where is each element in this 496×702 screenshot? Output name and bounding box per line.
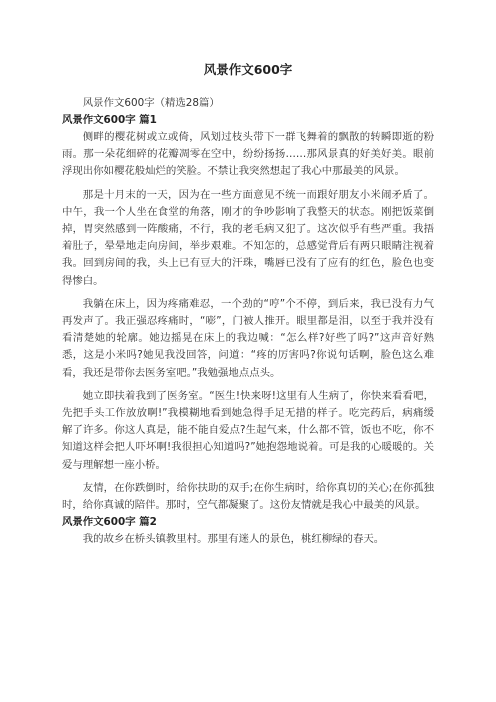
paragraph: 我躺在床上，因为疼痛难忍，一个劲的“哼”个不停，到后来，我已没有力气再发声了。我正强忍疼痛时，“嘭”，门被人推开。眼里都是泪，以至于我并没有看清楚她的轮廓。她边摇晃在床上的我边喊：“怎么样?好些了吗?”这声音好熟悉，这是小米吗?她见我没回答，问道：“疼的厉害吗?你说句话啊，脸色这么难看，我还是带你去医务室吧。”我勉强地点点头。 <box>62 297 434 379</box>
section-2 <box>62 514 434 548</box>
document-subtitle: 风景作文600字（精选28篇） <box>82 97 220 109</box>
paragraph: 侧畔的樱花树或立或倚，风划过枝头带下一群飞舞着的飘散的转瞬即逝的粉雨。那一朵花细碎的花瓣凋零在空中，纷纷扬扬……那风景真的好美好美。眼前浮现出你如樱花般灿烂的笑脸。不禁让我突然想起了我心中那最美的风景。 <box>62 131 434 178</box>
paragraph: 我的故乡在桥头镇教里村。那里有迷人的景色，桃红柳绿的春天。 <box>82 533 385 546</box>
paragraph: 友情，在你跌倒时，给你扶助的双手;在你生病时，给你真切的关心;在你孤独时，给你真诚的陪伴。那时，空气都凝聚了。这份友情就是我心中最美的风景。 <box>62 481 434 512</box>
paragraph: 那是十月末的一天，因为在一些方面意见不统一而跟好朋友小米闹矛盾了。中午，我一个人坐在食堂的角落，刚才的争吵影响了我整天的状态。刚把饭菜倒掉，胃突然感到一阵酸痛，不行，我的老毛病又犯了。这次似乎有些严重。我捂着肚子，晕晕地走向房间，举步艰难。不知怎的，总感觉背后有两只眼睛注视着我。回到房间的我，头上已有豆大的汗珠，嘴唇已没有了应有的红色，脸色也变得惨白。 <box>62 188 434 287</box>
section-1 <box>62 112 434 514</box>
section-heading: 风景作文600字 篇2 <box>62 516 157 529</box>
document-title: 风景作文600字 <box>203 62 293 77</box>
section-heading: 风景作文600字 篇1 <box>62 114 157 126</box>
paragraph: 她立即扶着我到了医务室。“医生!快来呀!这里有人生病了，你快来看看吧，先把手头工作放放啊!”我模糊地看到她急得手足无措的样子。吃完药后，病痛缓解了许多。你这人真是，能不能自爱点?生起气来，什么都不管，饭也不吃，你不知道这样会把人吓坏啊!我很担心知道吗?”她抱怨地说着。可是我的心暖暖的。关爱与理解想一座小桥。 <box>62 389 434 471</box>
